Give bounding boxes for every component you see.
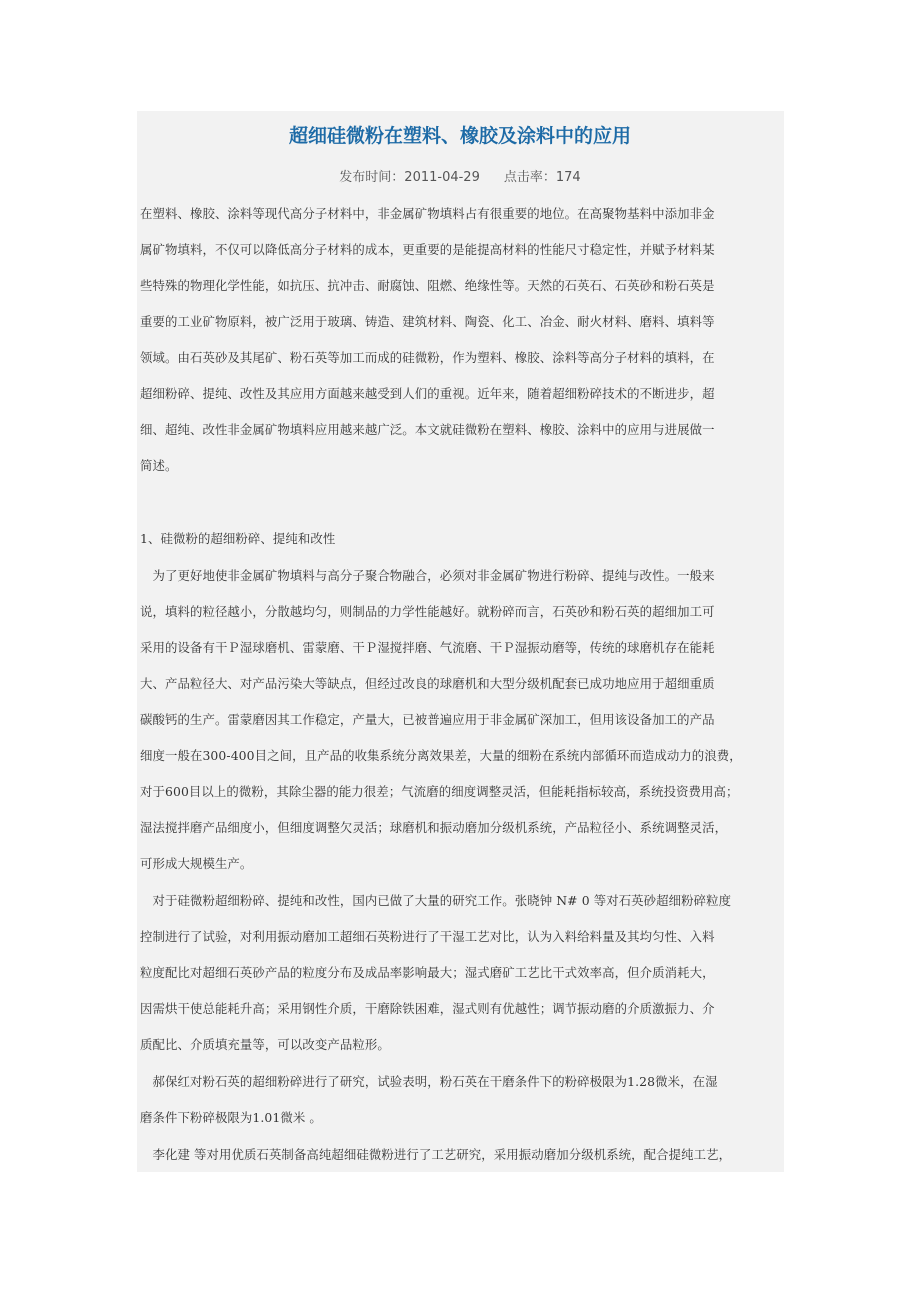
body-line: 控制进行了试验，对利用振动磨加工超细石英粉进行了干湿工艺对比，认为入料给料量及其均匀性、入料 xyxy=(140,929,715,944)
body-line: 属矿物填料，不仅可以降低高分子材料的成本，更重要的是能提高材料的性能尺寸稳定性，并赋予材料某 xyxy=(140,242,715,257)
body-line: 重要的工业矿物原料，被广泛用于玻璃、铸造、建筑材料、陶瓷、化工、冶金、耐火材料、磨料、填料等 xyxy=(140,314,715,329)
body-line: 对于硅微粉超细粉碎、提纯和改性，国内已做了大量的研究工作。张晓钟 N# 0 等对石英砂超细粉碎粒度 xyxy=(140,893,732,908)
clicks-label: 点击率： xyxy=(503,170,556,185)
body-line: 粒度配比对超细石英砂产品的粒度分布及成品率影响最大；湿式磨矿工艺比干式效率高，但介质消耗大， xyxy=(140,965,715,980)
body-line: 碳酸钙的生产。雷蒙磨因其工作稳定，产量大，已被普遍应用于非金属矿深加工，但用该设备加工的产品 xyxy=(140,712,715,727)
click-count: 174 xyxy=(555,170,581,185)
publish-label: 发布时间： xyxy=(339,170,405,185)
body-line: 说，填料的粒径越小，分散越均匀，则制品的力学性能越好。就粉碎而言，石英砂和粉石英的超细加工可 xyxy=(140,604,715,619)
body-line: 细度一般在300-400目之间，且产品的收集系统分离效果差，大量的细粉在系统内部循环而造成动力的浪费， xyxy=(140,748,742,763)
body-line: 为了更好地使非金属矿物填料与高分子聚合物融合，必须对非金属矿物进行粉碎、提纯与改性。一般来 xyxy=(140,568,715,583)
body-line: 郝保红对粉石英的超细粉碎进行了研究，试验表明，粉石英在干磨条件下的粉碎极限为1.28微米，在湿 xyxy=(140,1074,718,1089)
publish-date: 2011-04-29 xyxy=(404,170,480,185)
article-title: 超细硅微粉在塑料、橡胶及涂料中的应用 xyxy=(288,125,631,147)
body-line: 因需烘干使总能耗升高；采用钢性介质，干磨除铁困难，湿式则有优越性；调节振动磨的介质激振力、介 xyxy=(140,1001,715,1016)
body-line: 细、超纯、改性非金属矿物填料应用越来越广泛。本文就硅微粉在塑料、橡胶、涂料中的应用与进展做一 xyxy=(140,422,715,437)
body-line: 超细粉碎、提纯、改性及其应用方面越来越受到人们的重视。近年来，随着超细粉碎技术的不断进步，超 xyxy=(140,386,715,401)
body-line: 湿法搅拌磨产品细度小，但细度调整欠灵活；球磨机和振动磨加分级机系统，产品粒径小、系统调整灵活， xyxy=(140,820,728,835)
body-line: 对于600目以上的微粉，其除尘器的能力很差；气流磨的细度调整灵活，但能耗指标较高，系统投资费用高； xyxy=(140,784,739,799)
article-meta xyxy=(0,167,920,189)
body-line: 磨条件下粉碎极限为1.01微米 。 xyxy=(140,1110,322,1125)
body-line: 采用的设备有干Ｐ湿球磨机、雷蒙磨、干Ｐ湿搅拌磨、气流磨、干Ｐ湿振动磨等，传统的球磨机存在能耗 xyxy=(140,640,715,655)
body-line: 在塑料、橡胶、涂料等现代高分子材料中，非金属矿物填料占有很重要的地位。在高聚物基料中添加非金 xyxy=(140,206,715,221)
body-line: 些特殊的物理化学性能，如抗压、抗冲击、耐腐蚀、阻燃、绝缘性等。天然的石英石、石英砂和粉石英是 xyxy=(140,278,715,293)
body-line: 质配比、介质填充量等，可以改变产品粒形。 xyxy=(140,1037,390,1052)
body-line: 可形成大规模生产。 xyxy=(140,856,253,871)
body-line: 李化建 等对用优质石英制备高纯超细硅微粉进行了工艺研究，采用振动磨加分级机系统，配合提纯工艺， xyxy=(140,1147,732,1162)
body-line: 大、产品粒径大、对产品污染大等缺点，但经过改良的球磨机和大型分级机配套已成功地应用于超细重质 xyxy=(140,676,715,691)
body-line: 领域。由石英砂及其尾矿、粉石英等加工而成的硅微粉，作为塑料、橡胶、涂料等高分子材料的填料，在 xyxy=(140,350,715,365)
body-line: 简述。 xyxy=(140,458,178,473)
section-heading: 1、硅微粉的超细粉碎、提纯和改性 xyxy=(140,531,336,546)
